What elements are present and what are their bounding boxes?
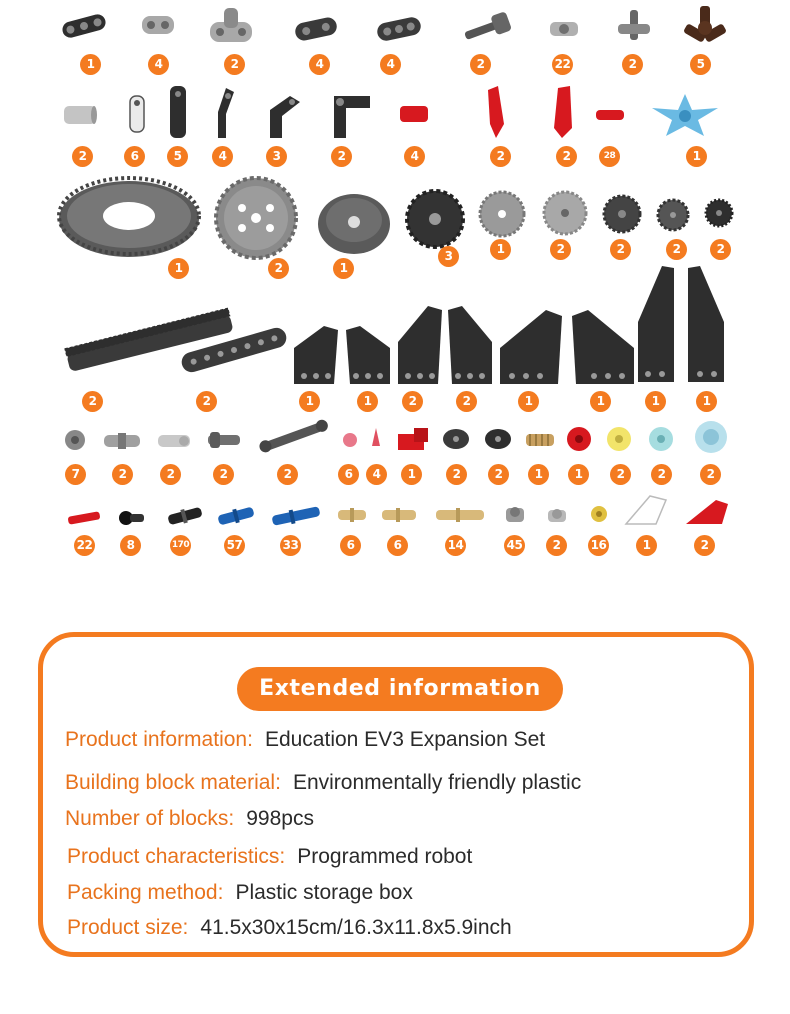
- quantity-badge: 2: [556, 146, 577, 167]
- round-brick-part: [646, 424, 676, 454]
- info-row-number-of-blocks: [65, 807, 314, 831]
- quantity-badge: 2: [402, 391, 423, 412]
- pin-part: [544, 14, 584, 44]
- info-value: Plastic storage box: [235, 881, 413, 904]
- quantity-badge: 57: [224, 535, 245, 556]
- quantity-badge: 1: [333, 258, 354, 279]
- quantity-badge: 2: [224, 54, 245, 75]
- wedge-part: [682, 494, 734, 530]
- quantity-badge: 1: [299, 391, 320, 412]
- quantity-badge: 4: [380, 54, 401, 75]
- info-label: Building block material:: [65, 771, 281, 794]
- star-part: [648, 90, 722, 140]
- info-row-product-size: [67, 916, 512, 940]
- pin-part: [592, 104, 628, 126]
- quantity-badge: 5: [167, 146, 188, 167]
- info-row-material: [65, 771, 581, 795]
- gear-part: [482, 426, 514, 452]
- extended-info-panel: [38, 632, 754, 957]
- quantity-badge: 1: [80, 54, 101, 75]
- quantity-badge: 2: [490, 146, 511, 167]
- pin-part: [164, 502, 206, 530]
- quantity-badge: 2: [651, 464, 672, 485]
- quantity-badge: 2: [694, 535, 715, 556]
- quantity-badge: 2: [700, 464, 721, 485]
- pin-part: [334, 502, 370, 528]
- gear-part: [404, 188, 466, 250]
- quantity-badge: 1: [696, 391, 717, 412]
- quantity-badge: 1: [528, 464, 549, 485]
- info-value: Environmentally friendly plastic: [292, 771, 582, 794]
- beam-part: [166, 84, 190, 140]
- quantity-badge: 1: [490, 239, 511, 260]
- info-label: Product characteristics:: [67, 845, 286, 868]
- pin-part: [268, 502, 324, 530]
- quantity-badge: 1: [168, 258, 189, 279]
- angled-beam-part: [264, 90, 308, 140]
- pin-part: [432, 502, 488, 528]
- ball-part: [564, 424, 594, 454]
- quantity-badge: 16: [588, 535, 609, 556]
- cone-part: [366, 424, 386, 450]
- quantity-badge: 4: [148, 54, 169, 75]
- quantity-badge: 4: [309, 54, 330, 75]
- gear-part: [542, 190, 588, 236]
- quantity-badge: 2: [666, 239, 687, 260]
- liftarm-part: [374, 12, 424, 46]
- quantity-badge: 2: [622, 54, 643, 75]
- panel-part: [290, 322, 342, 390]
- panel-part: [682, 262, 730, 390]
- angled-beam-part: [208, 84, 238, 140]
- quantity-badge: 2: [456, 391, 477, 412]
- quantity-badge: 2: [196, 391, 217, 412]
- panel-part: [480, 84, 510, 140]
- connector-part: [138, 10, 178, 40]
- quantity-badge: 28: [599, 146, 620, 167]
- triple-connector-part: [680, 2, 730, 52]
- info-row-product-information: [65, 728, 545, 752]
- info-label: Packing method:: [67, 881, 224, 904]
- quantity-badge: 2: [488, 464, 509, 485]
- axle-part: [64, 506, 104, 530]
- quantity-badge: 7: [65, 464, 86, 485]
- quantity-badge: 2: [546, 535, 567, 556]
- pin-part: [378, 502, 420, 528]
- gear-part: [602, 194, 642, 234]
- wedge-part: [620, 490, 672, 530]
- axle-connector-part: [396, 102, 432, 126]
- axle-part: [204, 428, 244, 452]
- bush-part: [58, 98, 102, 132]
- info-label: Product information:: [65, 728, 253, 751]
- liftarm-part: [58, 6, 110, 46]
- quantity-badge: 2: [72, 146, 93, 167]
- liftarm-part: [292, 12, 340, 46]
- quantity-badge: 22: [74, 535, 95, 556]
- quantity-badge: 22: [552, 54, 573, 75]
- quantity-badge: 2: [470, 54, 491, 75]
- bush-part: [62, 426, 88, 454]
- round-brick-part: [604, 424, 634, 454]
- panel-part: [394, 302, 446, 390]
- quantity-badge: 2: [268, 258, 289, 279]
- quantity-badge: 170: [170, 535, 191, 556]
- quantity-badge: 1: [518, 391, 539, 412]
- quantity-badge: 1: [686, 146, 707, 167]
- quantity-badge: 3: [438, 246, 459, 267]
- info-row-characteristics: [67, 845, 472, 869]
- quantity-badge: 6: [387, 535, 408, 556]
- quantity-badge: 1: [357, 391, 378, 412]
- quantity-badge: 2: [160, 464, 181, 485]
- quantity-badge: 6: [338, 464, 359, 485]
- quantity-badge: 2: [710, 239, 731, 260]
- quantity-badge: 4: [404, 146, 425, 167]
- info-label: Number of blocks:: [65, 807, 235, 830]
- turntable-gear-part: [56, 176, 202, 262]
- quantity-badge: 14: [445, 535, 466, 556]
- quantity-badge: 2: [610, 464, 631, 485]
- gear-part: [214, 176, 298, 260]
- pin-part: [214, 502, 258, 530]
- axle-connector-part: [614, 6, 654, 46]
- axle-connector-part: [460, 10, 516, 46]
- quantity-badge: 2: [213, 464, 234, 485]
- l-beam-part: [330, 90, 374, 140]
- panel-part: [548, 84, 578, 140]
- link-part: [256, 416, 332, 458]
- quantity-badge: 1: [645, 391, 666, 412]
- quantity-badge: 6: [124, 146, 145, 167]
- liftarm-part: [176, 310, 292, 390]
- connector-part: [206, 4, 256, 48]
- info-value: 998pcs: [246, 807, 314, 830]
- quantity-badge: 2: [610, 239, 631, 260]
- quantity-badge: 4: [212, 146, 233, 167]
- quantity-badge: 4: [366, 464, 387, 485]
- quantity-badge: 2: [82, 391, 103, 412]
- quantity-badge: 2: [331, 146, 352, 167]
- quantity-badge: 1: [636, 535, 657, 556]
- panel-part: [496, 306, 568, 390]
- bracket-part: [394, 424, 432, 454]
- gear-part: [704, 198, 734, 228]
- info-label: Product size:: [67, 916, 189, 939]
- quantity-badge: 45: [504, 535, 525, 556]
- pin-part: [154, 428, 194, 454]
- differential-part: [312, 184, 396, 258]
- quantity-badge: 1: [590, 391, 611, 412]
- quantity-badge: 3: [266, 146, 287, 167]
- worm-gear-part: [522, 428, 558, 452]
- quantity-badge: 33: [280, 535, 301, 556]
- quantity-badge: 2: [446, 464, 467, 485]
- bush-part: [588, 502, 610, 526]
- info-value: Programmed robot: [297, 845, 473, 868]
- quantity-badge: 1: [401, 464, 422, 485]
- quantity-badge: 8: [120, 535, 141, 556]
- beam-part: [126, 92, 148, 136]
- info-row-packing-method: [67, 881, 413, 905]
- gear-part: [440, 426, 472, 452]
- pin-part: [116, 504, 148, 530]
- ball-part: [692, 418, 730, 456]
- pin-part: [542, 502, 572, 528]
- quantity-badge: 6: [340, 535, 361, 556]
- quantity-badge: 5: [690, 54, 711, 75]
- gear-part: [656, 198, 690, 232]
- stud-part: [340, 430, 360, 450]
- axle-joiner-part: [100, 430, 144, 452]
- quantity-badge: 2: [550, 239, 571, 260]
- quantity-badge: 2: [277, 464, 298, 485]
- panel-part: [444, 302, 496, 390]
- info-value: Education EV3 Expansion Set: [264, 728, 546, 751]
- panel-part: [342, 322, 394, 390]
- panel-part: [566, 306, 638, 390]
- info-title: Extended information: [237, 667, 563, 711]
- quantity-badge: 2: [112, 464, 133, 485]
- quantity-badge: 1: [568, 464, 589, 485]
- pin-part: [500, 500, 530, 528]
- panel-part: [632, 262, 680, 390]
- info-value: 41.5x30x15cm/16.3x11.8x5.9inch: [200, 916, 512, 939]
- gear-part: [478, 190, 526, 238]
